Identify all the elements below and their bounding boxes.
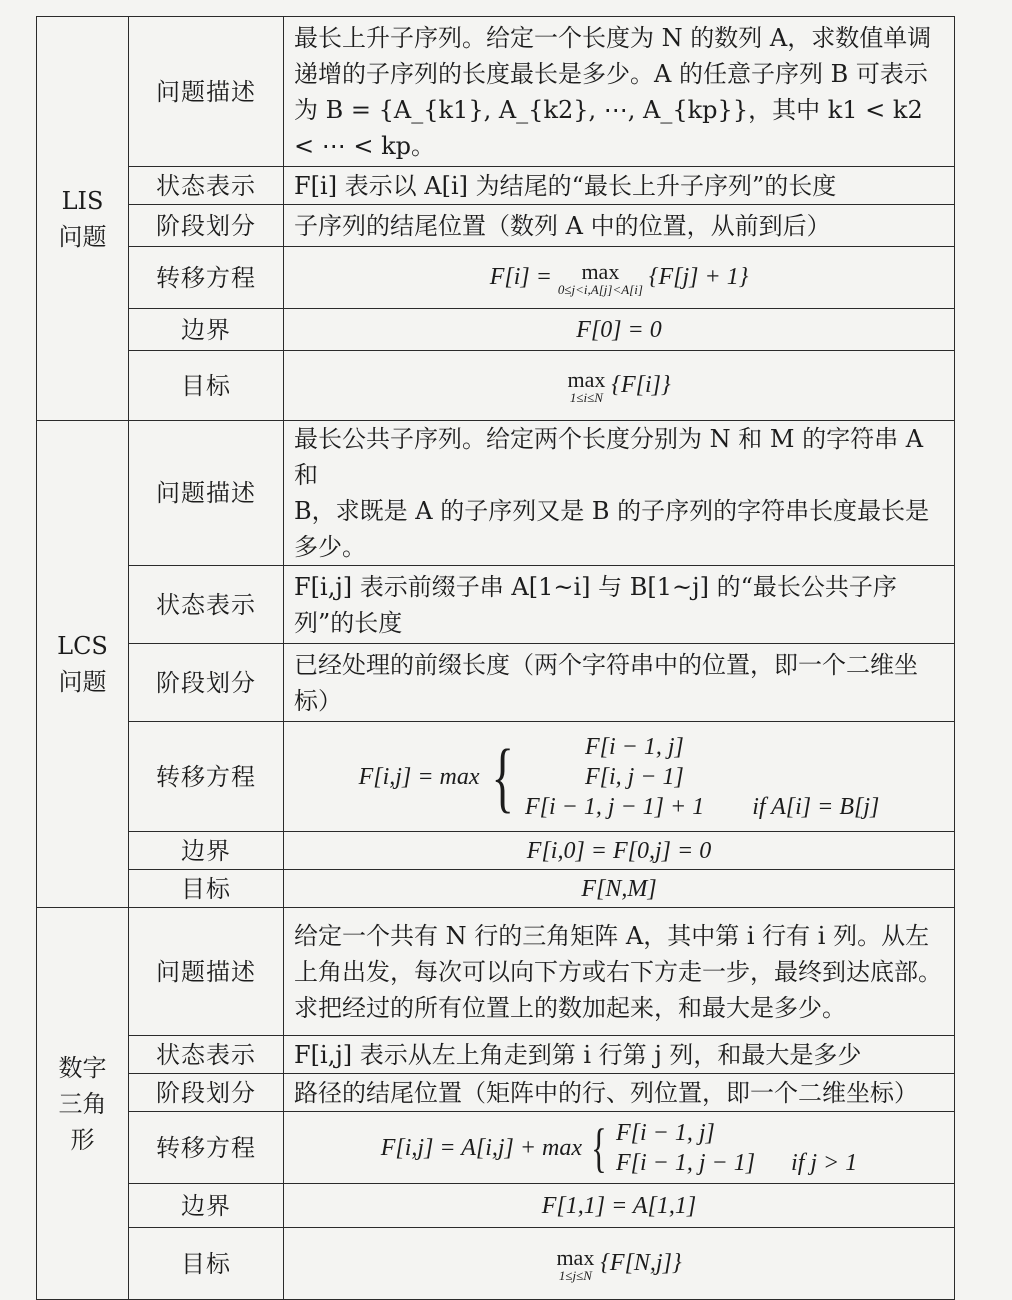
lis-transition-lhs: F[i] =: [489, 264, 558, 290]
lcs-desc: [284, 421, 955, 566]
tri-transition: [284, 1112, 955, 1184]
tri-goal-op: max: [556, 1244, 595, 1270]
tri-transition-lhs: F[i,j] = A[i,j] + max: [380, 1134, 583, 1161]
left-brace-icon: {: [591, 1117, 607, 1178]
lcs-field-stage: 阶段划分: [129, 644, 284, 722]
tri-state-row: [37, 1036, 955, 1074]
lcs-desc-line3: 多少。: [294, 533, 366, 561]
dp-summary-table: [36, 16, 955, 1300]
tri-field-goal: 目标: [129, 1228, 284, 1300]
tri-stage: 路径的结尾位置（矩阵中的行、列位置，即一个二维坐标）: [284, 1074, 955, 1112]
lcs-boundary: F[i,0] = F[0,j] = 0: [284, 832, 955, 870]
lcs-field-transition: 转移方程: [129, 722, 284, 832]
tri-cases: [616, 1118, 857, 1178]
lcs-case-3-cond: if A[i] = B[j]: [752, 793, 880, 820]
tri-field-stage: 阶段划分: [129, 1074, 284, 1112]
lcs-stage-line1: 已经处理的前缀长度（两个字符串中的位置，即一个二维坐: [294, 650, 918, 679]
lis-boundary: F[0] = 0: [284, 309, 955, 351]
lis-field-transition: 转移方程: [129, 247, 284, 309]
tri-stage-row: [37, 1074, 955, 1112]
lis-transition-row: [37, 247, 955, 309]
lis-desc-line3: 为 B = {A_{k1}, A_{k2}, ⋯, A_{kp}}，其中 k1 < k2 < ⋯ < kp。: [294, 95, 923, 160]
lis-desc-row: [37, 17, 955, 167]
lcs-desc-line2: B，求既是 A 的子序列又是 B 的子序列的字符串长度最长是: [294, 497, 930, 525]
lcs-state-line2: 列”的长度: [294, 608, 403, 637]
tri-desc-line2: 上角出发，每次可以向下方或右下方走一步，最终到达底部。: [294, 957, 942, 986]
tri-goal-under: 1≤j≤N: [558, 1267, 592, 1283]
tri-boundary-row: [37, 1184, 955, 1228]
tri-field-transition: 转移方程: [129, 1112, 284, 1184]
lis-transition-max: [557, 258, 643, 297]
lis-field-goal: 目标: [129, 351, 284, 421]
lcs-transition-lhs: F[i,j] = max: [358, 763, 480, 790]
lcs-transition-expr: [359, 732, 880, 822]
lcs-field-state: 状态表示: [129, 566, 284, 644]
lis-state: F[i] 表示以 A[i] 为结尾的“最长上升子序列”的长度: [284, 167, 955, 205]
tri-field-desc: 问题描述: [129, 908, 284, 1036]
tri-case-2-cond: if j > 1: [791, 1149, 858, 1176]
left-brace-icon: {: [490, 732, 514, 820]
tri-transition-row: [37, 1112, 955, 1184]
tri-goal-row: [37, 1228, 955, 1300]
lis-boundary-row: [37, 309, 955, 351]
lis-goal-row: [37, 351, 955, 421]
lcs-desc-line1: 最长公共子序列。给定两个长度分别为 N 和 M 的字符串 A 和: [294, 425, 924, 489]
lcs-problem-name: [37, 421, 129, 908]
tri-desc: [284, 908, 955, 1036]
tri-field-state: 状态表示: [129, 1036, 284, 1074]
lcs-stage: [284, 644, 955, 722]
lis-field-stage: 阶段划分: [129, 205, 284, 247]
lis-max-op: max: [581, 258, 620, 284]
lis-desc: [284, 17, 955, 167]
lcs-state-line1: F[i,j] 表示前缀子串 A[1~i] 与 B[1~j] 的“最长公共子序: [294, 572, 897, 601]
lcs-field-goal: 目标: [129, 870, 284, 908]
tri-desc-row: [37, 908, 955, 1036]
lis-goal-rhs: {F[i]}: [611, 372, 671, 398]
tri-transition-expr: [381, 1118, 858, 1178]
lcs-case-1: F[i − 1, j]: [584, 733, 684, 760]
lcs-transition-row: [37, 722, 955, 832]
tri-case-2: F[i − 1, j − 1] if j > 1: [615, 1149, 858, 1176]
lis-name-text: LIS 问题: [58, 186, 107, 251]
tri-goal-rhs: {F[N,j]}: [600, 1250, 682, 1276]
lcs-goal: F[N,M]: [284, 870, 955, 908]
lis-goal-under: 1≤i≤N: [569, 389, 603, 405]
lcs-stage-line2: 标）: [294, 686, 342, 715]
lis-goal-op: max: [567, 366, 606, 392]
lcs-field-desc: 问题描述: [129, 421, 284, 566]
lis-goal: [284, 351, 955, 421]
tri-field-boundary: 边界: [129, 1184, 284, 1228]
lcs-field-boundary: 边界: [129, 832, 284, 870]
lis-stage-row: [37, 205, 955, 247]
lcs-transition: [284, 722, 955, 832]
lcs-state-row: [37, 566, 955, 644]
tri-name-text: 数字 三角 形: [58, 1053, 107, 1154]
lis-state-row: [37, 167, 955, 205]
lis-transition-rhs: {F[j] + 1}: [648, 264, 749, 290]
lcs-desc-row: [37, 421, 955, 566]
tri-desc-line3: 求把经过的所有位置上的数加起来，和最大是多少。: [294, 993, 846, 1022]
tri-desc-line1: 给定一个共有 N 行的三角矩阵 A，其中第 i 行有 i 列。从左: [294, 921, 930, 950]
lcs-state: [284, 566, 955, 644]
lcs-boundary-row: [37, 832, 955, 870]
lcs-name-text: LCS 问题: [57, 632, 108, 696]
lis-transition: [284, 247, 955, 309]
tri-goal: [284, 1228, 955, 1300]
lis-field-desc: 问题描述: [129, 17, 284, 167]
lis-problem-name: [37, 17, 129, 421]
tri-boundary: F[1,1] = A[1,1]: [284, 1184, 955, 1228]
lis-max-under: 0≤j<i,A[j]<A[i]: [557, 281, 643, 297]
lcs-goal-row: [37, 870, 955, 908]
lis-field-boundary: 边界: [129, 309, 284, 351]
lcs-stage-row: [37, 644, 955, 722]
lis-desc-line1: 最长上升子序列。给定一个长度为 N 的数列 A，求数值单调: [294, 23, 932, 52]
tri-case-1: F[i − 1, j]: [615, 1119, 715, 1146]
tri-goal-max: [556, 1244, 595, 1283]
lcs-case-3: F[i − 1, j − 1] + 1 if A[i] = B[j]: [524, 793, 880, 820]
tri-problem-name: [37, 908, 129, 1300]
lis-desc-line2: 递增的子序列的长度最长是多少。A 的任意子序列 B 可表示: [294, 59, 928, 88]
lcs-case-2: F[i, j − 1]: [584, 763, 684, 790]
lcs-cases: [525, 732, 879, 822]
lis-field-state: 状态表示: [129, 167, 284, 205]
lis-goal-max: [567, 366, 606, 405]
lis-stage: 子序列的结尾位置（数列 A 中的位置，从前到后）: [284, 205, 955, 247]
tri-state: F[i,j] 表示从左上角走到第 i 行第 j 列，和最大是多少: [284, 1036, 955, 1074]
